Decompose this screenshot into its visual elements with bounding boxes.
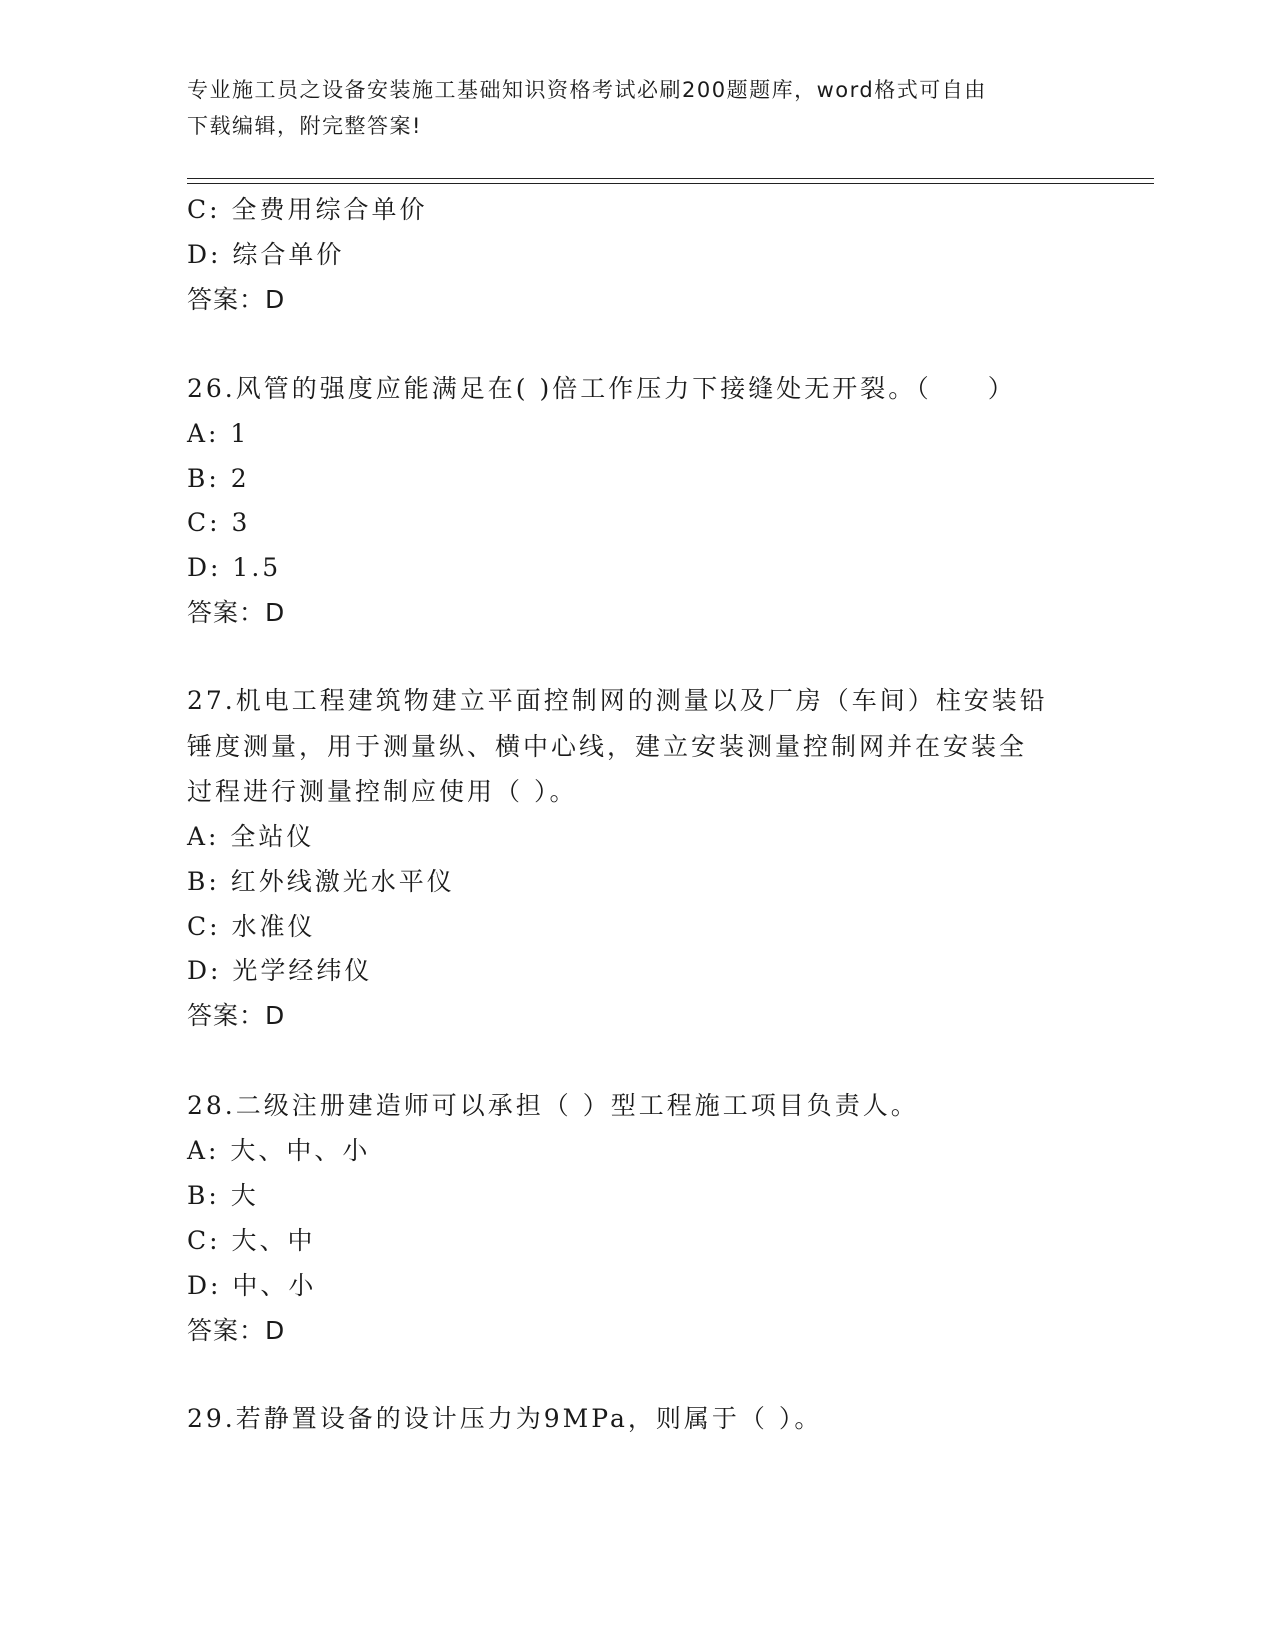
q26-option-d: D: 1.5 — [187, 553, 282, 582]
q28-stem: 28.二级注册建造师可以承担（ ）型工程施工项目负责人。 — [187, 1091, 919, 1120]
q27-stem-line-2: 锤度测量，用于测量纵、横中心线，建立安装测量控制网并在安装全 — [187, 732, 1028, 761]
q26-answer: 答案：D — [187, 598, 286, 627]
q27-option-a: A: 全站仪 — [187, 822, 315, 851]
q26-option-c: C: 3 — [187, 508, 251, 537]
q25-answer: 答案：D — [187, 285, 286, 314]
q25-option-c: C: 全费用综合单价 — [187, 195, 428, 224]
q27-option-c: C: 水准仪 — [187, 912, 316, 941]
q27-option-d: D: 光学经纬仪 — [187, 956, 373, 985]
document-title — [187, 72, 1067, 144]
q26-stem: 26.风管的强度应能满足在( )倍工作压力下接缝处无开裂。（ ） — [187, 374, 1016, 403]
document-title-line-1: 专业施工员之设备安装施工基础知识资格考试必刷200题题库，word格式可自由 — [187, 78, 987, 102]
q28-option-a: A: 大、中、小 — [187, 1136, 371, 1165]
q28-option-b: B: 大 — [187, 1181, 259, 1210]
document-title-line-2: 下载编辑，附完整答案! — [187, 114, 422, 138]
header-divider-bottom — [187, 183, 1154, 184]
q27-stem-line-1: 27.机电工程建筑物建立平面控制网的测量以及厂房（车间）柱安装铅 — [187, 686, 1048, 715]
q25-option-d: D: 综合单价 — [187, 240, 345, 269]
q28-option-c: C: 大、中 — [187, 1226, 316, 1255]
q26-option-b: B: 2 — [187, 464, 250, 493]
q27-option-b: B: 红外线激光水平仪 — [187, 867, 455, 896]
q27-answer: 答案：D — [187, 1001, 286, 1030]
q26-option-a: A: 1 — [187, 419, 250, 448]
header-divider-top — [187, 178, 1154, 179]
q28-answer: 答案：D — [187, 1316, 286, 1345]
q29-stem: 29.若静置设备的设计压力为9MPa，则属于（ ）。 — [187, 1404, 823, 1433]
q28-option-d: D: 中、小 — [187, 1271, 317, 1300]
q27-stem-line-3: 过程进行测量控制应使用（ ）。 — [187, 777, 578, 806]
